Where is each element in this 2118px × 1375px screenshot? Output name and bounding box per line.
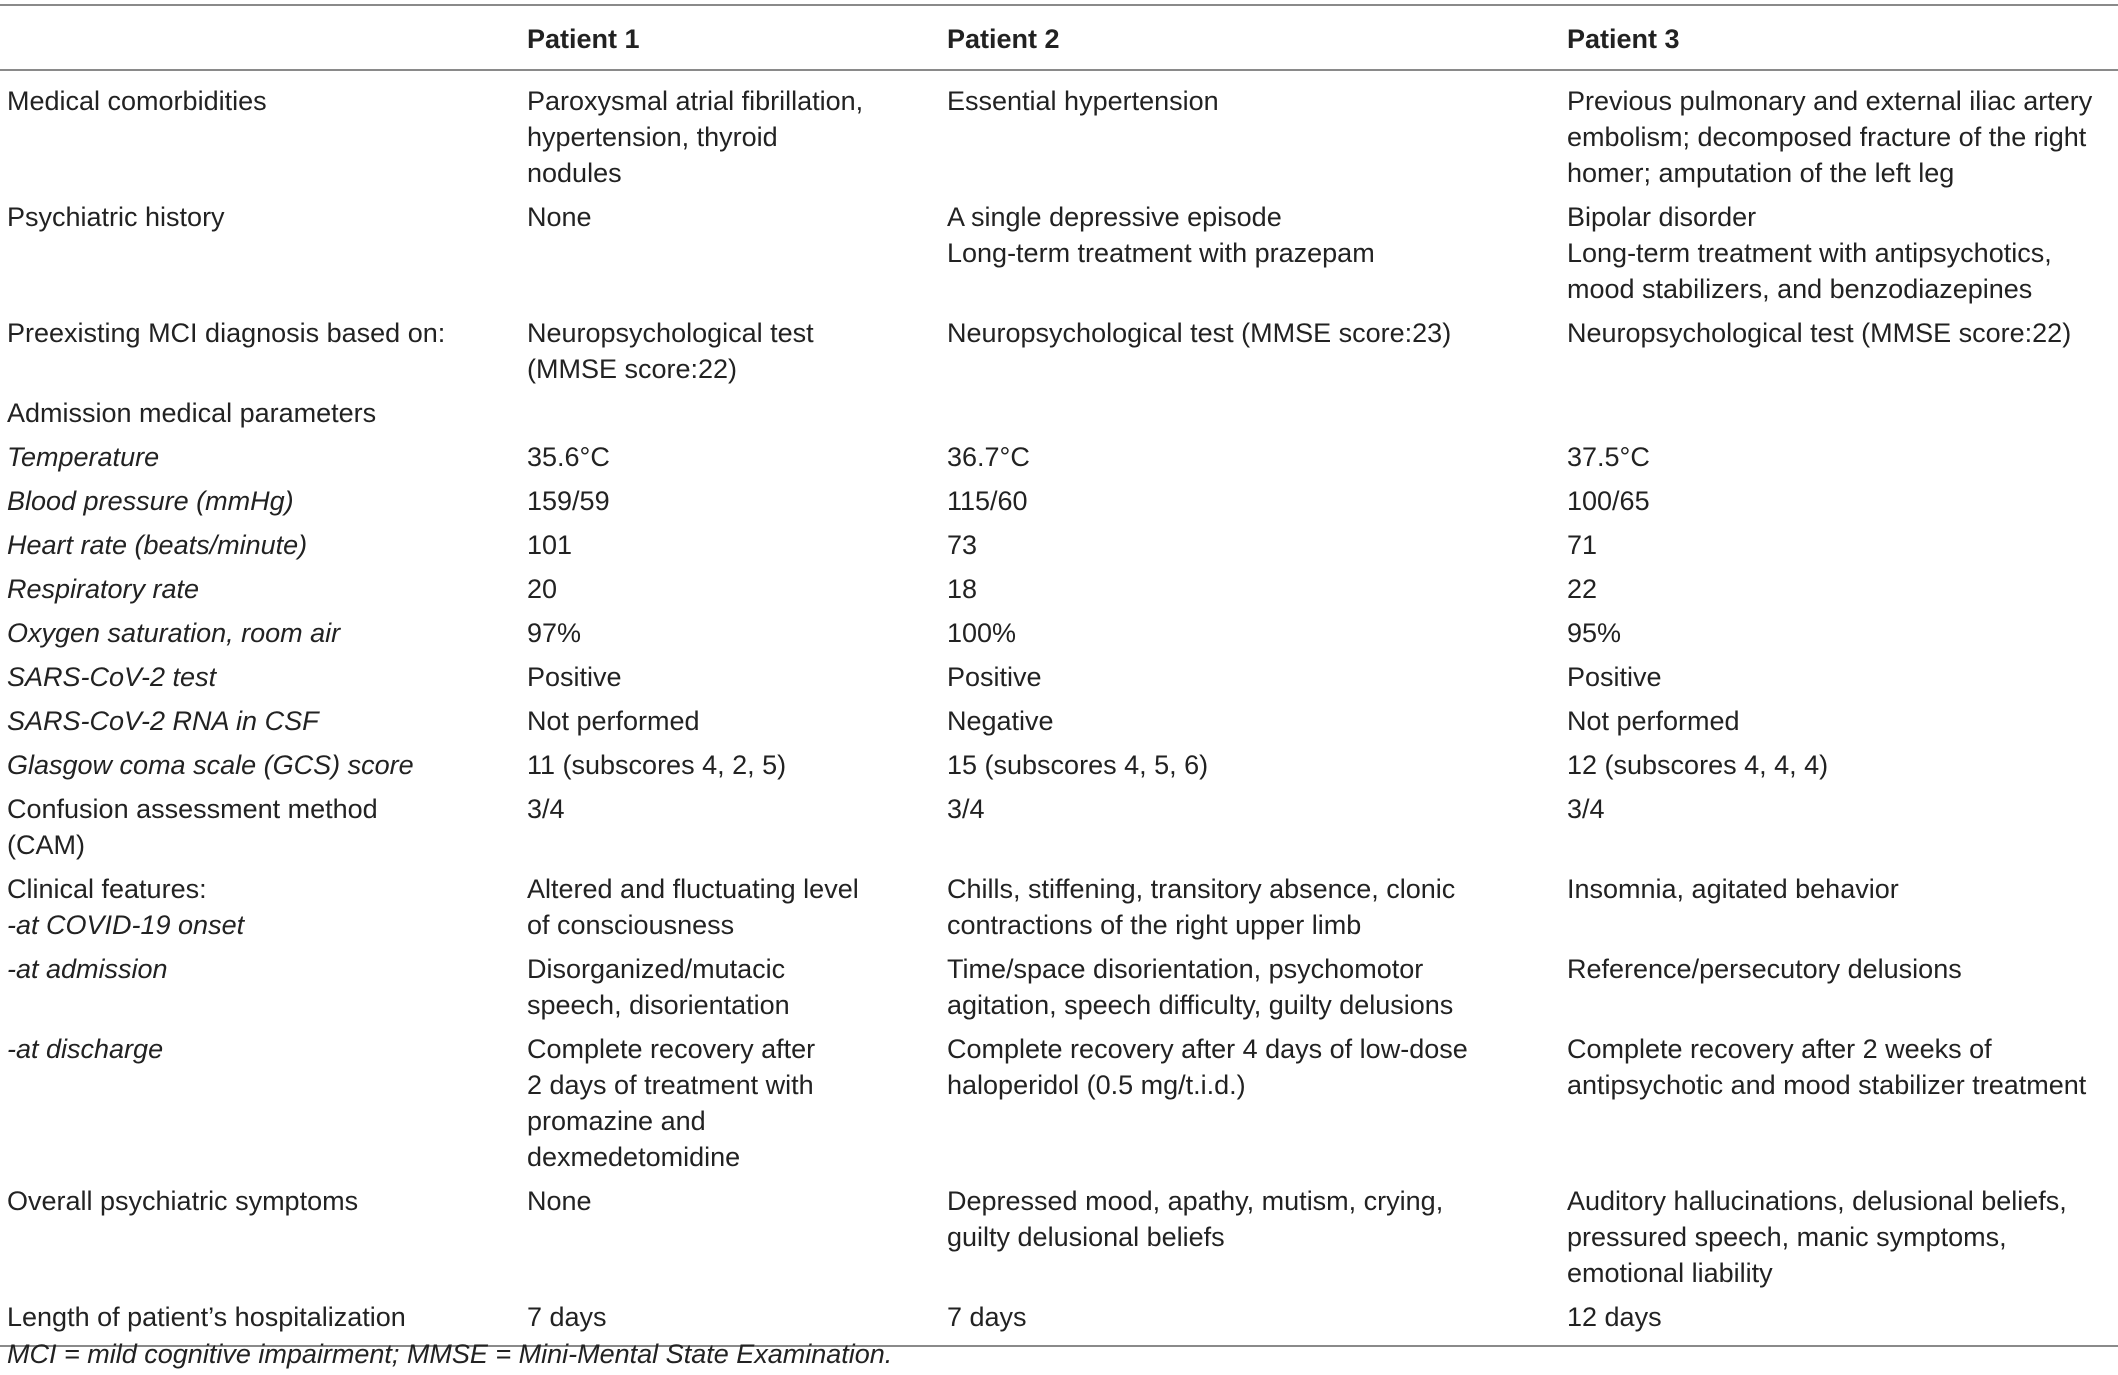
cell-line: Essential hypertension [947, 86, 1219, 116]
patients-table [0, 4, 2118, 1347]
header-cell-label [0, 5, 520, 70]
cell-patient-2 [940, 479, 1560, 523]
cell-line: emotional liability [1567, 1258, 1773, 1288]
cell-patient-1 [520, 567, 940, 611]
table-row [0, 523, 2118, 567]
cell-patient-3 [1560, 523, 2118, 567]
cell-line: contractions of the right upper limb [947, 910, 1362, 940]
cell-line: Auditory hallucinations, delusional beliefs, [1567, 1186, 2067, 1216]
cell-line: 7 days [527, 1302, 607, 1332]
table-row [0, 1179, 2118, 1295]
table-row [0, 435, 2118, 479]
row-label [0, 195, 520, 311]
cell-line: None [527, 1186, 592, 1216]
cell-line: 37.5°C [1567, 442, 1650, 472]
cell-line: dexmedetomidine [527, 1142, 741, 1172]
cell-patient-3 [1560, 743, 2118, 787]
cell-line: agitation, speech difficulty, guilty delusions [947, 990, 1454, 1020]
row-label-line: -at COVID-19 onset [7, 910, 245, 940]
cell-line: nodules [527, 158, 622, 188]
row-label-text: Glasgow coma scale (GCS) score [7, 750, 414, 780]
table-row [0, 699, 2118, 743]
cell-line: 3/4 [947, 794, 985, 824]
cell-line: Long-term treatment with antipsychotics, [1567, 238, 2052, 268]
row-label-text: Oxygen saturation, room air [7, 618, 341, 648]
row-label-text: Overall psychiatric symptoms [7, 1186, 359, 1216]
cell-patient-1 [520, 611, 940, 655]
cell-line: homer; amputation of the left leg [1567, 158, 1955, 188]
cell-line: Depressed mood, apathy, mutism, crying, [947, 1186, 1444, 1216]
row-label-text: Preexisting MCI diagnosis based on: [7, 318, 446, 348]
cell-line: Chills, stiffening, transitory absence, clonic [947, 874, 1456, 904]
cell-patient-3 [1560, 567, 2118, 611]
row-label-text: Length of patient’s hospitalization [7, 1302, 406, 1332]
cell-patient-3 [1560, 1295, 2118, 1346]
cell-line: 36.7°C [947, 442, 1030, 472]
cell-line: Positive [947, 662, 1042, 692]
row-label [0, 311, 520, 391]
row-label-text: SARS-CoV-2 test [7, 662, 217, 692]
cell-patient-3 [1560, 655, 2118, 699]
table-row [0, 479, 2118, 523]
cell-patient-1 [520, 867, 940, 947]
cell-line: Reference/persecutory delusions [1567, 954, 1962, 984]
cell-patient-3 [1560, 699, 2118, 743]
cell-patient-3 [1560, 195, 2118, 311]
table-row [0, 1027, 2118, 1179]
table-row [0, 611, 2118, 655]
cell-line: Neuropsychological test (MMSE score:23) [947, 318, 1452, 348]
cell-patient-2 [940, 70, 1560, 195]
cell-line: 100% [947, 618, 1017, 648]
cell-line: Complete recovery after [527, 1034, 816, 1064]
cell-line: 7 days [947, 1302, 1027, 1332]
row-label [0, 743, 520, 787]
cell-line: A single depressive episode [947, 202, 1282, 232]
table-row [0, 195, 2118, 311]
cell-patient-2 [940, 743, 1560, 787]
cell-line: Complete recovery after 4 days of low-dose [947, 1034, 1468, 1064]
row-label [0, 655, 520, 699]
cell-patient-1 [520, 195, 940, 311]
cell-patient-3 [1560, 70, 2118, 195]
row-label [0, 391, 520, 435]
cell-line: 20 [527, 574, 558, 604]
cell-patient-2 [940, 867, 1560, 947]
row-label [0, 611, 520, 655]
cell-patient-3 [1560, 311, 2118, 391]
cell-line: Insomnia, agitated behavior [1567, 874, 1899, 904]
cell-patient-2 [940, 1179, 1560, 1295]
row-label [0, 567, 520, 611]
cell-patient-2 [940, 611, 1560, 655]
row-label-text: Respiratory rate [7, 574, 200, 604]
header-cell-patient-2: Patient 2 [940, 5, 1560, 70]
row-label [0, 523, 520, 567]
cell-line: 3/4 [1567, 794, 1605, 824]
table-row [0, 655, 2118, 699]
cell-patient-1 [520, 391, 940, 435]
row-label [0, 1179, 520, 1295]
cell-line [1567, 395, 2118, 431]
cell-line: None [527, 202, 592, 232]
cell-line: Positive [527, 662, 622, 692]
cell-line: 35.6°C [527, 442, 610, 472]
cell-line: 12 days [1567, 1302, 1662, 1332]
cell-patient-3 [1560, 611, 2118, 655]
row-label [0, 479, 520, 523]
cell-patient-1 [520, 1179, 940, 1295]
cell-patient-2 [940, 787, 1560, 867]
cell-patient-2 [940, 947, 1560, 1027]
cell-patient-1 [520, 523, 940, 567]
cell-patient-1 [520, 743, 940, 787]
cell-patient-3 [1560, 867, 2118, 947]
row-label-text: Medical comorbidities [7, 86, 267, 116]
cell-line: Previous pulmonary and external iliac artery [1567, 86, 2093, 116]
cell-line: Not performed [527, 706, 700, 736]
cell-line: embolism; decomposed fracture of the right [1567, 122, 2087, 152]
row-label-text: Admission medical parameters [7, 398, 377, 428]
table-footnote: MCI = mild cognitive impairment; MMSE = Mini-Mental State Examination. [7, 1339, 893, 1369]
table-row [0, 567, 2118, 611]
cell-line: 115/60 [947, 486, 1028, 516]
row-label-text: Blood pressure (mmHg) [7, 486, 294, 516]
cell-patient-2 [940, 311, 1560, 391]
row-label [0, 70, 520, 195]
cell-line: Complete recovery after 2 weeks of [1567, 1034, 1992, 1064]
cell-line: Paroxysmal atrial fibrillation, [527, 86, 864, 116]
row-label [0, 947, 520, 1027]
cell-patient-3 [1560, 435, 2118, 479]
table-row [0, 947, 2118, 1027]
cell-line: Bipolar disorder [1567, 202, 1757, 232]
cell-patient-2 [940, 567, 1560, 611]
cell-line: pressured speech, manic symptoms, [1567, 1222, 2007, 1252]
row-label-line: Clinical features: [7, 874, 207, 904]
cell-line: Neuropsychological test (MMSE score:22) [1567, 318, 2072, 348]
cell-line: promazine and [527, 1106, 706, 1136]
cell-patient-3 [1560, 787, 2118, 867]
cell-patient-1 [520, 70, 940, 195]
cell-line: Long-term treatment with prazepam [947, 238, 1375, 268]
table-body [0, 70, 2118, 1346]
cell-patient-1 [520, 699, 940, 743]
table-row [0, 311, 2118, 391]
cell-line: 2 days of treatment with [527, 1070, 814, 1100]
cell-line: speech, disorientation [527, 990, 790, 1020]
row-label [0, 787, 520, 867]
cell-patient-2 [940, 435, 1560, 479]
cell-patient-1 [520, 1027, 940, 1179]
table-row [0, 391, 2118, 435]
cell-patient-2 [940, 523, 1560, 567]
row-label [0, 867, 520, 947]
cell-patient-1 [520, 311, 940, 391]
row-label-text: Temperature [7, 442, 160, 472]
cell-patient-3 [1560, 947, 2118, 1027]
cell-patient-3 [1560, 1179, 2118, 1295]
row-label-line: (CAM) [7, 830, 85, 860]
row-label-text: Psychiatric history [7, 202, 225, 232]
cell-line: (MMSE score:22) [527, 354, 738, 384]
table-row [0, 787, 2118, 867]
cell-patient-1 [520, 947, 940, 1027]
cell-line: 73 [947, 530, 978, 560]
cell-line: guilty delusional beliefs [947, 1222, 1225, 1252]
cell-line: Altered and fluctuating level [527, 874, 859, 904]
cell-patient-1 [520, 479, 940, 523]
cell-line: hypertension, thyroid [527, 122, 778, 152]
row-label [0, 699, 520, 743]
cell-patient-2 [940, 195, 1560, 311]
cell-line: 18 [947, 574, 978, 604]
cell-line: antipsychotic and mood stabilizer treatment [1567, 1070, 2087, 1100]
cell-line: 12 (subscores 4, 4, 4) [1567, 750, 1829, 780]
cell-line: Neuropsychological test [527, 318, 814, 348]
row-label-text: -at admission [7, 954, 168, 984]
cell-patient-3 [1560, 479, 2118, 523]
cell-line: 101 [527, 530, 573, 560]
header-row [0, 5, 2118, 70]
table-row [0, 867, 2118, 947]
table-row [0, 70, 2118, 195]
row-label-line: Confusion assessment method [7, 794, 378, 824]
cell-line: Negative [947, 706, 1054, 736]
cell-line: 100/65 [1567, 486, 1650, 516]
cell-line: Not performed [1567, 706, 1740, 736]
cell-line: mood stabilizers, and benzodiazepines [1567, 274, 2033, 304]
cell-patient-2 [940, 655, 1560, 699]
cell-patient-1 [520, 787, 940, 867]
cell-patient-3 [1560, 391, 2118, 435]
cell-patient-1 [520, 655, 940, 699]
row-label-text: SARS-CoV-2 RNA in CSF [7, 706, 319, 736]
row-label-text: Heart rate (beats/minute) [7, 530, 308, 560]
cell-line: 95% [1567, 618, 1622, 648]
row-label [0, 435, 520, 479]
cell-line: of consciousness [527, 910, 735, 940]
cell-line: 97% [527, 618, 582, 648]
cell-line: 71 [1567, 530, 1598, 560]
cell-line: 3/4 [527, 794, 565, 824]
header-cell-patient-1: Patient 1 [520, 5, 940, 70]
cell-line: 159/59 [527, 486, 610, 516]
cell-line: Positive [1567, 662, 1662, 692]
header-cell-patient-3: Patient 3 [1560, 5, 2118, 70]
cell-line: 15 (subscores 4, 5, 6) [947, 750, 1209, 780]
cell-line: Time/space disorientation, psychomotor [947, 954, 1424, 984]
table-header [0, 5, 2118, 70]
cell-line: 22 [1567, 574, 1598, 604]
cell-patient-2 [940, 699, 1560, 743]
table-row [0, 743, 2118, 787]
row-label [0, 1027, 520, 1179]
cell-line: haloperidol (0.5 mg/t.i.d.) [947, 1070, 1246, 1100]
cell-patient-2 [940, 1295, 1560, 1346]
cell-patient-1 [520, 435, 940, 479]
cell-line: 11 (subscores 4, 2, 5) [527, 750, 787, 780]
cell-patient-2 [940, 391, 1560, 435]
row-label-text: -at discharge [7, 1034, 164, 1064]
cell-patient-3 [1560, 1027, 2118, 1179]
cell-patient-2 [940, 1027, 1560, 1179]
cell-line: Disorganized/mutacic [527, 954, 786, 984]
cell-line [527, 395, 940, 431]
cell-line [947, 395, 1560, 431]
